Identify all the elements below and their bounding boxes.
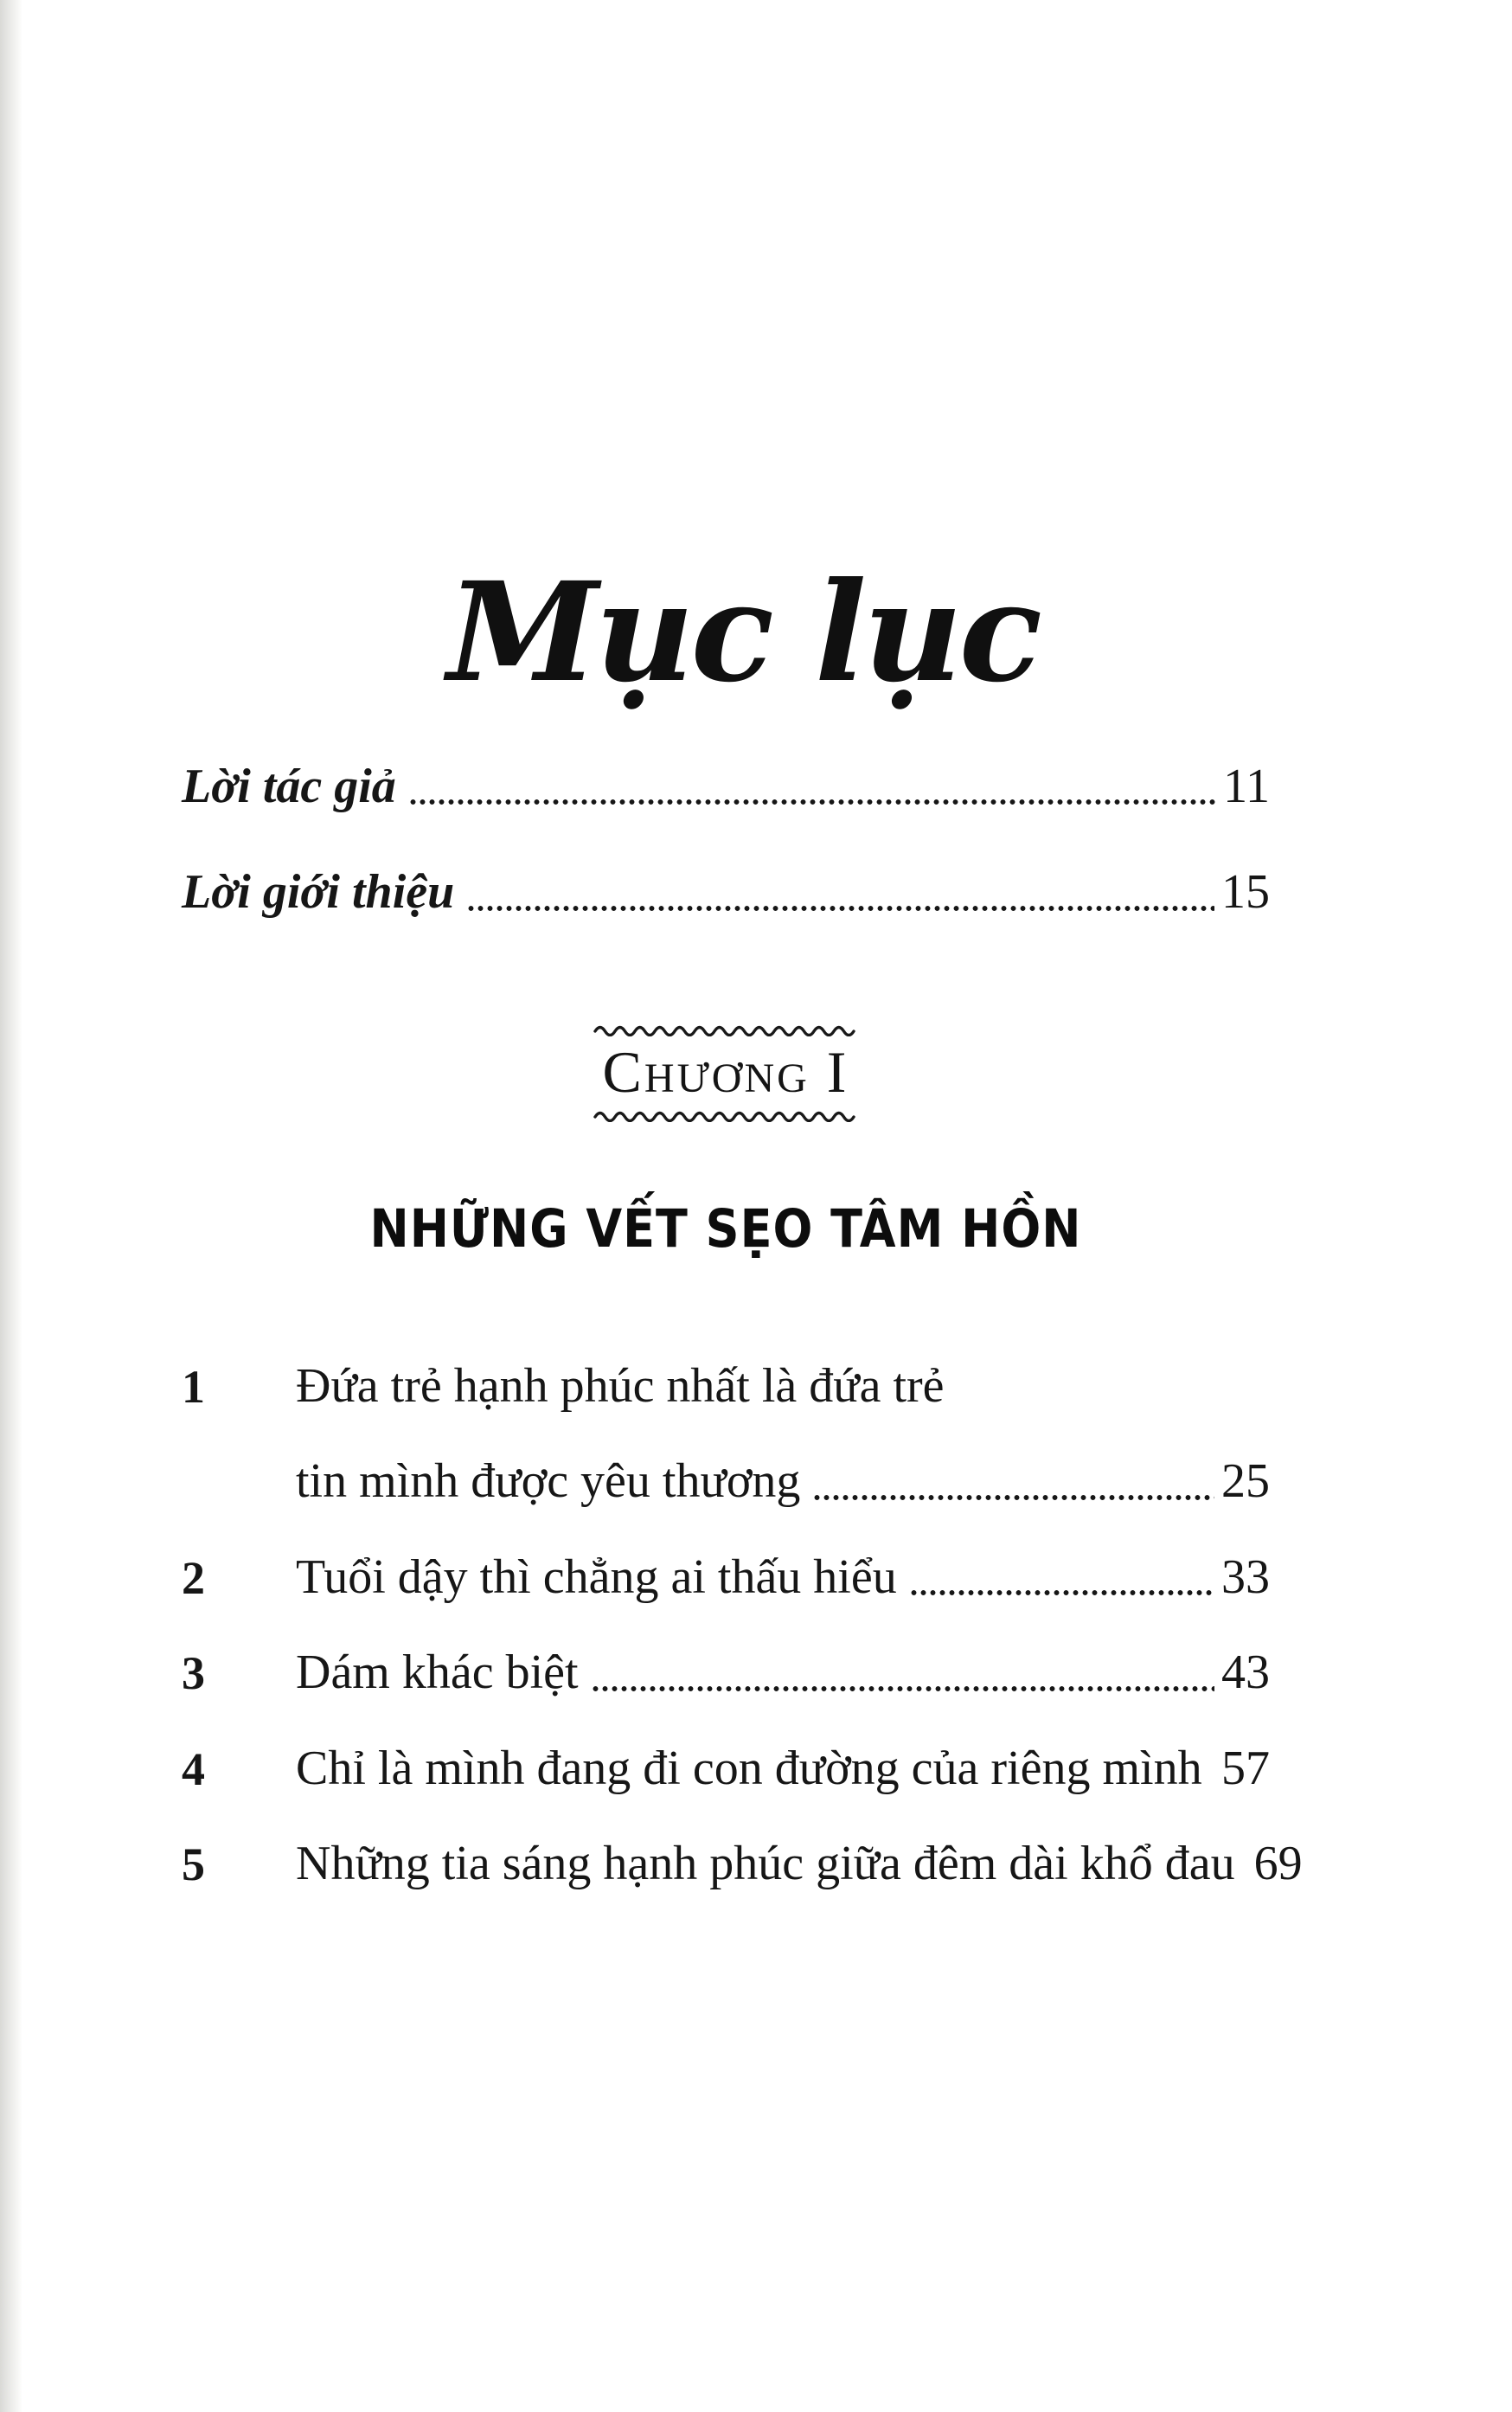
- toc-entry-line: [182, 1741, 1270, 1796]
- dot-leader: [466, 905, 1214, 912]
- toc-entries: [182, 1358, 1303, 1891]
- page-edge-shadow: [0, 0, 22, 2412]
- chapter-heading: Chương I: [602, 1038, 849, 1105]
- toc-entry-line: [182, 1645, 1270, 1700]
- entry-title: Những tia sáng hạnh phúc giữa đêm dài khổ đau: [296, 1836, 1235, 1890]
- toc-entry-line: [182, 1549, 1270, 1605]
- page-number: 43: [1221, 1645, 1270, 1700]
- page-number: 69: [1253, 1836, 1303, 1890]
- toc-entry-line: [182, 1836, 1303, 1891]
- toc-entry-line: [182, 1453, 1270, 1509]
- page-number: 15: [1221, 865, 1270, 920]
- entry-number: 2: [182, 1552, 205, 1605]
- dot-leader: [909, 1589, 1214, 1596]
- entry-title: Chỉ là mình đang đi con đường của riêng mình: [296, 1741, 1202, 1795]
- entry-number: 3: [182, 1647, 205, 1700]
- dot-leader: [591, 1685, 1214, 1692]
- dot-leader: [812, 1494, 1214, 1501]
- chapter-block: [182, 1023, 1270, 1122]
- entry-title: Đứa trẻ hạnh phúc nhất là đứa trẻ: [296, 1358, 945, 1413]
- toc-entry-line: [182, 1358, 1270, 1414]
- front-matter-label: Lời giới thiệu: [182, 865, 455, 920]
- entry-title: Tuổi dậy thì chẳng ai thấu hiểu: [296, 1549, 897, 1604]
- chapter-title: NHỮNG VẾT SẸO TÂM HỒN: [369, 1198, 1082, 1260]
- dot-leader: [408, 799, 1216, 805]
- entry-number: 5: [182, 1838, 205, 1891]
- wavy-rule-bottom: [593, 1108, 858, 1122]
- page-title: Mục lục: [446, 553, 1040, 713]
- toc-page: [182, 0, 1303, 1891]
- entry-title: tin mình được yêu thương: [296, 1454, 801, 1509]
- page-number: 25: [1221, 1454, 1270, 1509]
- wavy-rule-top: [593, 1023, 858, 1036]
- entry-number: 1: [182, 1361, 205, 1414]
- page-number: 11: [1223, 759, 1270, 813]
- entry-title: Dám khác biệt: [296, 1645, 579, 1700]
- page-number: 33: [1221, 1549, 1270, 1604]
- entry-number: 4: [182, 1742, 205, 1795]
- front-matter-row: [182, 864, 1270, 920]
- front-matter-row: [182, 759, 1270, 814]
- front-matter-label: Lời tác giả: [182, 759, 396, 813]
- page-number: 57: [1221, 1741, 1270, 1795]
